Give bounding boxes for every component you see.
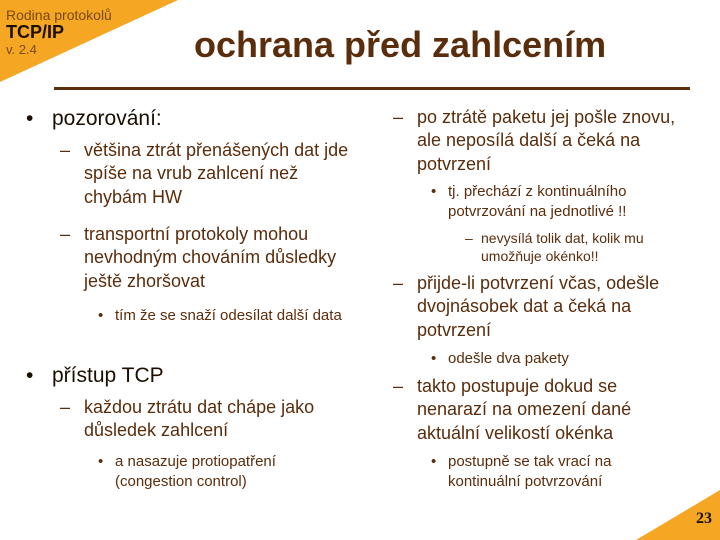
sub-bullet-each-loss — [60, 396, 359, 443]
dash-mark: – — [393, 376, 404, 396]
bullet-mark: • — [431, 183, 437, 200]
sub-bullet-text: přijde-li potvrzení včas, odešle dvojnásobek dat a čeká na potvrzení — [417, 273, 660, 340]
dash-mark: – — [393, 107, 404, 127]
bullet-observation — [26, 105, 352, 132]
bullet-mark: • — [98, 453, 104, 470]
page-number: 23 — [696, 510, 712, 527]
dash-mark: – — [60, 397, 71, 417]
sub-sub-bullet-text: odešle dva pakety — [448, 350, 569, 367]
bullet-text: přístup TCP — [52, 364, 164, 387]
bullet-mark: • — [26, 364, 34, 387]
sub-sub-bullet-text: tj. přechází z kontinuálního potvrzování na jednotlivé !! — [448, 183, 627, 220]
bullet-mark: • — [26, 107, 34, 130]
bullet-mark: • — [431, 350, 437, 367]
bullet-mark: • — [98, 307, 104, 324]
level4-bullet-text: nevysílá tolik dat, kolik mu umožňuje okénko!! — [481, 230, 644, 265]
sub-bullet-text: každou ztrátu dat chápe jako důsledek zahlcení — [84, 397, 315, 441]
sub-sub-bullet-switch — [431, 182, 683, 221]
sub-bullet-text: většina ztrát přenášených dat jde spíše na vrub zahlcení než chybám HW — [84, 140, 349, 207]
sub-bullet-protocols — [60, 223, 359, 293]
sub-sub-bullet-countermeasures — [98, 452, 345, 491]
dash-mark: – — [465, 230, 473, 246]
sub-sub-bullet-returns — [431, 452, 678, 491]
sub-bullet-text: takto postupuje dokud se nenarazí na omezení dané aktuální velikostí okénka — [417, 376, 632, 443]
level4-bullet-window — [465, 229, 691, 265]
sub-bullet-text: transportní protokoly mohou nevhodným chováním důsledky ještě zhoršovat — [84, 224, 337, 291]
title-divider — [54, 87, 690, 90]
bullet-text: pozorování: — [52, 107, 162, 130]
sub-bullet-resend — [393, 106, 682, 176]
bullet-approach — [26, 362, 352, 389]
version-label: v. 2.4 — [6, 42, 37, 57]
sub-bullet-in-time — [393, 272, 687, 342]
sub-sub-bullet-text: postupně se tak vrací na kontinuální potvrzování — [448, 453, 612, 490]
sub-bullet-text: po ztrátě paketu jej pošle znovu, ale neposílá další a čeká na potvrzení — [417, 107, 676, 174]
deck-title: TCP/IP — [6, 22, 65, 42]
bullet-mark: • — [431, 453, 437, 470]
dash-mark: – — [60, 224, 71, 244]
sub-bullet-proceeds — [393, 375, 682, 445]
dash-mark: – — [60, 140, 71, 160]
sub-sub-bullet-text: tím že se snaží odesílat další data — [115, 307, 342, 324]
sub-sub-bullet-text: a nasazuje protiopatření (congestion control) — [115, 453, 276, 490]
sub-sub-bullet-two-packets — [431, 349, 683, 369]
sub-sub-bullet-sending — [98, 306, 345, 326]
slide-title: ochrana před zahlcením — [194, 24, 607, 65]
dash-mark: – — [393, 273, 404, 293]
sub-bullet-losses — [60, 139, 359, 209]
series-label: Rodina protokolů — [6, 7, 112, 23]
